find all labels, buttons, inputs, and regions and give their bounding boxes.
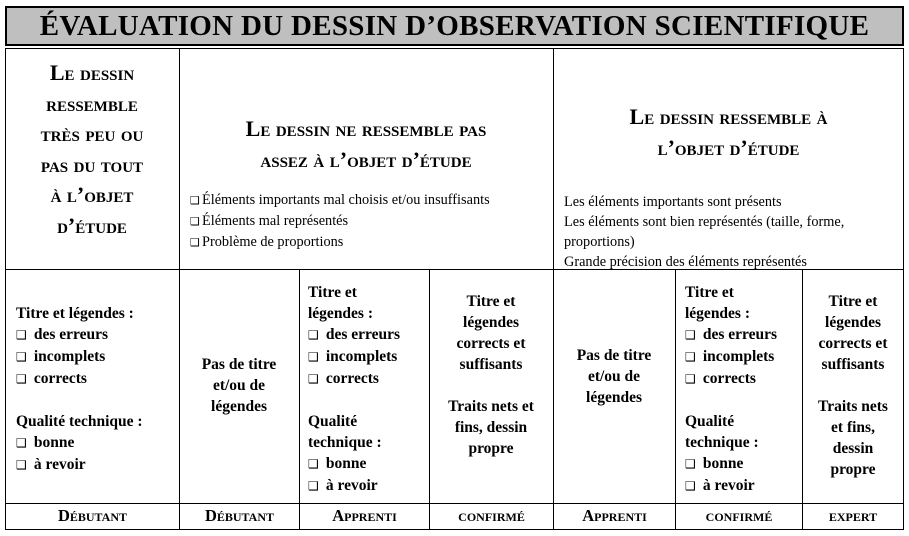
- c1-title-label: Titre et légendes :: [16, 305, 134, 322]
- checkbox-icon: ❑: [308, 328, 319, 342]
- checkbox-icon: ❑: [16, 350, 27, 364]
- col1-line-5: à l’objet: [50, 182, 134, 207]
- detail-c3: [300, 270, 430, 504]
- c3-opt-correct: ❑ corrects: [308, 368, 400, 390]
- detail-c5: [554, 270, 676, 504]
- c6-quality-label-1: Qualité: [685, 413, 735, 430]
- col3-criterion-2: Les éléments sont bien représentés (taille, forme,: [564, 214, 845, 230]
- col3-heading-line-1: Le dessin ressemble à: [629, 104, 828, 129]
- checkbox-icon: ❑: [16, 436, 27, 450]
- c4-line-6: fins, dessin: [454, 419, 528, 436]
- col1-line-1: Le dessin: [49, 60, 135, 85]
- col1-line-4: pas du tout: [40, 151, 144, 177]
- checkbox-icon: ❑: [308, 350, 319, 364]
- col3-criterion-1: Les éléments importants sont présents: [564, 194, 782, 210]
- checkbox-icon: ❑: [685, 479, 696, 493]
- checkbox-icon: ❑: [685, 328, 696, 342]
- detail-c6: [676, 270, 803, 504]
- c3-title-label-2: légendes :: [308, 305, 374, 322]
- checkbox-icon: ❑: [190, 215, 200, 228]
- c7-line-1: Titre et: [828, 293, 878, 310]
- c7-line-8: propre: [830, 461, 876, 478]
- checkbox-icon: ❑: [190, 236, 200, 249]
- checkbox-icon: ❑: [16, 372, 27, 386]
- c7-line-6: et fins,: [831, 419, 875, 436]
- c3-opt-review: ❑ à revoir: [308, 475, 400, 497]
- c1-quality-label: Qualité technique :: [16, 413, 143, 430]
- c6-opt-errors: ❑ des erreurs: [685, 324, 777, 346]
- col2-criterion-3: ❑ Problème de proportions: [190, 232, 490, 253]
- c7-line-2: légendes: [825, 314, 881, 331]
- c4-line-1: Titre et: [466, 293, 516, 310]
- checkbox-icon: ❑: [685, 350, 696, 364]
- c1-opt-good: ❑ bonne: [16, 432, 143, 454]
- c2-line-3: légendes: [211, 398, 267, 415]
- level-2: Débutant: [180, 504, 300, 529]
- c7-line-5: Traits nets: [818, 398, 888, 415]
- c7-line-3: corrects et: [818, 335, 888, 352]
- header-col-1: [6, 49, 180, 270]
- c3-title-label-1: Titre et: [308, 284, 357, 301]
- checkbox-icon: ❑: [16, 328, 27, 342]
- checkbox-icon: ❑: [308, 479, 319, 493]
- detail-c7: [803, 270, 903, 504]
- detail-c4: [430, 270, 554, 504]
- col3-criterion-3: proportions): [564, 234, 635, 250]
- col3-criterion-4: Grande précision des éléments représentés: [564, 254, 807, 270]
- c4-line-7: propre: [468, 440, 514, 457]
- detail-c1: [6, 270, 180, 504]
- checkbox-icon: ❑: [16, 458, 27, 472]
- c7-line-7: dessin: [832, 440, 874, 457]
- col1-line-3: très peu ou: [40, 121, 144, 146]
- c2-line-1: Pas de titre: [201, 356, 277, 373]
- c3-quality-label-1: Qualité: [308, 413, 358, 430]
- page-title: ÉVALUATION DU DESSIN D’OBSERVATION SCIENTIFIQUE: [5, 6, 904, 46]
- c6-opt-review: ❑ à revoir: [685, 475, 777, 497]
- header-col-3: [554, 49, 903, 270]
- c6-opt-correct: ❑ corrects: [685, 368, 777, 390]
- detail-c2: [180, 270, 300, 504]
- checkbox-icon: ❑: [308, 372, 319, 386]
- c5-line-3: légendes: [586, 389, 642, 406]
- c1-opt-correct: ❑ corrects: [16, 368, 143, 390]
- header-col-2: [180, 49, 554, 270]
- level-5: Apprenti: [554, 504, 676, 529]
- c6-opt-good: ❑ bonne: [685, 453, 777, 475]
- level-6: confirmé: [676, 504, 803, 529]
- c3-opt-incomplete: ❑ incomplets: [308, 346, 400, 368]
- c5-line-2: et/ou de: [587, 368, 641, 385]
- c3-opt-errors: ❑ des erreurs: [308, 324, 400, 346]
- checkbox-icon: ❑: [685, 372, 696, 386]
- c3-opt-good: ❑ bonne: [308, 453, 400, 475]
- c6-quality-label-2: technique :: [685, 434, 759, 451]
- c5-line-1: Pas de titre: [576, 347, 652, 364]
- col3-heading-line-2: l’objet d’étude: [657, 135, 800, 160]
- c6-title-label-2: légendes :: [685, 305, 751, 322]
- level-3: Apprenti: [300, 504, 430, 529]
- checkbox-icon: ❑: [190, 194, 200, 207]
- c2-line-2: et/ou de: [212, 377, 266, 394]
- col1-line-6: d’étude: [57, 212, 127, 238]
- c3-quality-label-2: technique :: [308, 434, 382, 451]
- c6-title-label-1: Titre et: [685, 284, 734, 301]
- c1-opt-incomplete: ❑ incomplets: [16, 346, 143, 368]
- checkbox-icon: ❑: [308, 457, 319, 471]
- col2-heading-line-1: Le dessin ne ressemble pas: [245, 116, 487, 141]
- c4-line-4: suffisants: [459, 356, 523, 373]
- level-1: Débutant: [6, 504, 180, 529]
- level-7: expert: [828, 506, 878, 525]
- checkbox-icon: ❑: [685, 457, 696, 471]
- c4-line-3: corrects et: [456, 335, 526, 352]
- col2-heading-line-2: assez à l’objet d’étude: [260, 147, 472, 172]
- level-4: confirmé: [430, 504, 554, 529]
- evaluation-grid: [5, 48, 904, 530]
- c4-line-5: Traits nets et: [448, 398, 534, 415]
- c6-opt-incomplete: ❑ incomplets: [685, 346, 777, 368]
- col2-criterion-2: ❑ Éléments mal représentés: [190, 211, 490, 232]
- c1-opt-review: ❑ à revoir: [16, 454, 143, 476]
- col2-criterion-1: ❑ Éléments importants mal choisis et/ou insuffisants: [190, 190, 490, 211]
- c1-opt-errors: ❑ des erreurs: [16, 324, 143, 346]
- col1-line-2: ressemble: [46, 90, 138, 116]
- c4-line-2: légendes: [463, 314, 519, 331]
- c7-line-4: suffisants: [821, 356, 885, 373]
